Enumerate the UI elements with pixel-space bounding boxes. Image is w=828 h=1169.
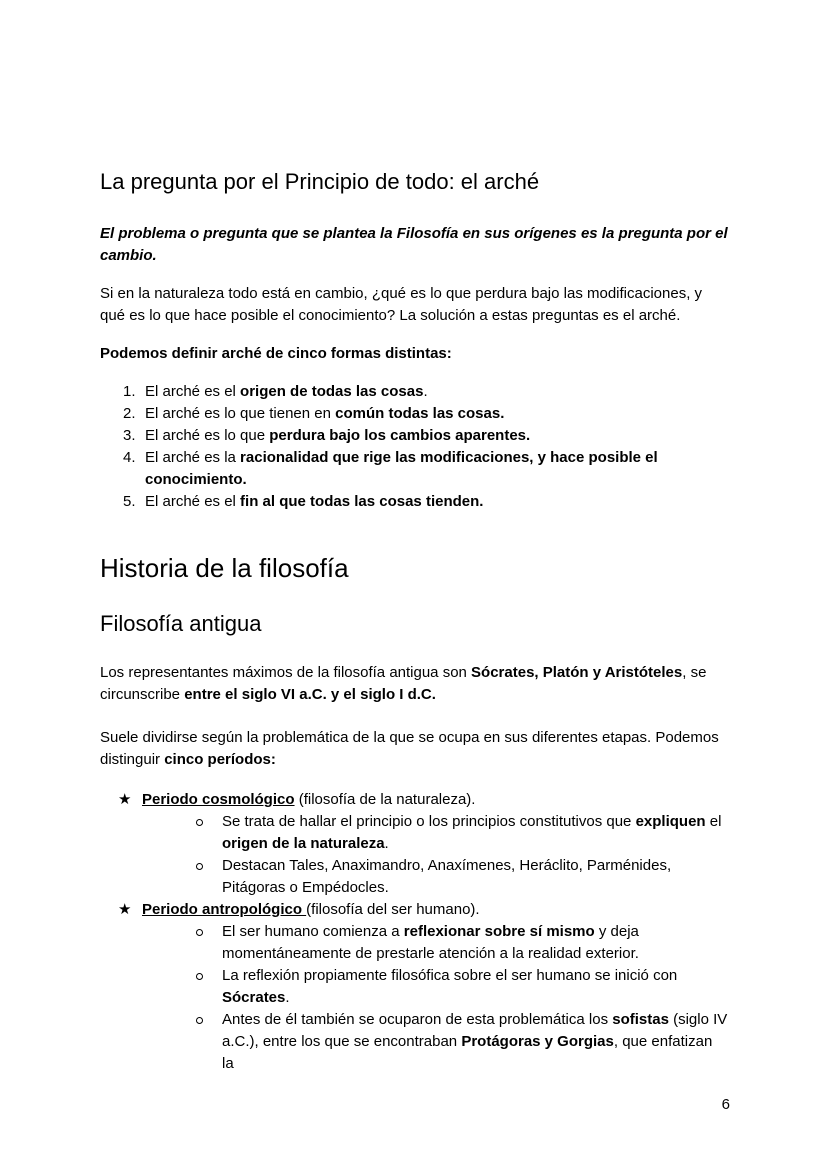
- list-item: [100, 425, 728, 447]
- text-run-bold: Sócrates, Platón y Aristóteles: [471, 664, 683, 681]
- text-run-bold: Protágoras y Gorgias: [461, 1033, 614, 1050]
- text-run: El arché es lo que: [145, 427, 270, 444]
- section-heading-history: Historia de la filosofía: [100, 553, 349, 583]
- star-icon: ★: [118, 791, 132, 808]
- definitions-list: [100, 381, 728, 513]
- page-content: [100, 0, 728, 1075]
- bullet-item-text: [142, 899, 728, 921]
- sub-bullet-item: [100, 811, 728, 855]
- circle-bullet-icon: [196, 921, 222, 965]
- list-item-text: [145, 491, 728, 513]
- list-number: 1.: [123, 383, 136, 400]
- list-item: [100, 491, 728, 513]
- text-run: El arché es lo que tienen en: [145, 405, 336, 422]
- text-run-bold: origen de todas las cosas: [240, 383, 424, 400]
- sub-bullet-text: [222, 965, 728, 1009]
- subsection-heading-ancient: Filosofía antigua: [100, 611, 262, 636]
- page-number: 6: [721, 1096, 730, 1113]
- list-item-text: [145, 403, 728, 425]
- circle-bullet-icon: [196, 855, 222, 899]
- text-run: el: [705, 813, 722, 830]
- text-run-bold: origen de la naturaleza: [222, 835, 385, 852]
- text-run: .: [285, 989, 290, 1006]
- text-run-bold: entre el siglo VI a.C. y el siglo I d.C.: [184, 686, 436, 703]
- text-run-bold: cinco períodos:: [164, 751, 276, 768]
- text-run-bold: Sócrates: [222, 989, 286, 1006]
- period-name: Periodo cosmológico: [142, 791, 295, 808]
- text-run-bold: racionalidad que rige las modificaciones, y hace posible el conocimiento.: [145, 449, 658, 488]
- bullet-item-period-antropologico: [100, 899, 728, 921]
- text-run: , que enfatizan la: [222, 1033, 713, 1072]
- list-item: [100, 447, 728, 491]
- bullet-item-text: [142, 789, 728, 811]
- definitions-heading: Podemos definir arché de cinco formas distintas:: [100, 345, 452, 362]
- question-paragraph: Si en la naturaleza todo está en cambio, ¿qué es lo que perdura bajo las modificaciones, y qué es lo que hace posible el conocimiento? La solución a estas preguntas es el arché.: [100, 285, 703, 324]
- sub-bullet-item: [100, 1009, 728, 1075]
- list-item-text: [145, 447, 728, 491]
- page-title: La pregunta por el Principio de todo: el arché: [100, 169, 540, 194]
- text-run: .: [423, 383, 428, 400]
- text-run: (siglo IV a.C.), entre los que se encontraban: [222, 1011, 728, 1050]
- list-number: 5.: [123, 493, 136, 510]
- text-run: El arché es el: [145, 493, 241, 510]
- text-run: y deja momentáneamente de prestarle atención a la realidad exterior.: [222, 923, 639, 962]
- text-run-bold: fin al que todas las cosas tienden.: [240, 493, 484, 510]
- text-run-bold: reflexionar sobre sí mismo: [403, 923, 595, 940]
- text-run: .: [384, 835, 389, 852]
- sub-bullet-item: [100, 855, 728, 899]
- text-run: Antes de él también se ocuparon de esta problemática los: [222, 1011, 613, 1028]
- text-run-bold: expliquen: [635, 813, 706, 830]
- sub-bullet-text: [222, 921, 728, 965]
- text-run: , se circunscribe: [100, 664, 707, 703]
- period-name: Periodo antropológico: [142, 901, 307, 918]
- sub-bullet-text: [222, 811, 728, 855]
- list-item: [100, 381, 728, 403]
- sub-bullet-item: [100, 965, 728, 1009]
- list-item-text: [145, 425, 728, 447]
- bullet-item-period-cosmologico: [100, 789, 728, 811]
- circle-bullet-icon: [196, 965, 222, 1009]
- sub-bullet-text: [222, 855, 728, 899]
- text-run-bold: sofistas: [612, 1011, 669, 1028]
- circle-bullet-icon: [196, 811, 222, 855]
- text-run-bold: perdura bajo los cambios aparentes.: [269, 427, 531, 444]
- text-run: La reflexión propiamente filosófica sobre el ser humano se inició con: [222, 967, 678, 984]
- list-number: 3.: [123, 427, 136, 444]
- stages-paragraph: [100, 727, 728, 771]
- list-number: 2.: [123, 405, 136, 422]
- text-run-bold: común todas las cosas.: [335, 405, 505, 422]
- sub-bullet-item: [100, 921, 728, 965]
- text-run: Destacan Tales, Anaximandro, Anaxímenes, Heráclito, Parménides, Pitágoras o Empédocles.: [222, 857, 672, 896]
- text-run: Se trata de hallar el principio o los principios constitutivos que: [222, 813, 636, 830]
- star-icon: ★: [118, 901, 132, 918]
- text-run: El arché es el: [145, 383, 241, 400]
- circle-bullet-icon: [196, 1009, 222, 1075]
- text-run: El arché es la: [145, 449, 241, 466]
- period-description: (filosofía del ser humano).: [306, 901, 480, 918]
- text-run: Los representantes máximos de la filosofía antigua son: [100, 664, 472, 681]
- list-item-text: [145, 381, 728, 403]
- text-run: El ser humano comienza a: [222, 923, 404, 940]
- period-description: (filosofía de la naturaleza).: [294, 791, 476, 808]
- representatives-paragraph: [100, 662, 728, 706]
- list-item: [100, 403, 728, 425]
- sub-bullet-text: [222, 1009, 728, 1075]
- list-number: 4.: [123, 449, 136, 466]
- periods-list: [100, 789, 728, 1075]
- text-run: Suele dividirse según la problemática de la que se ocupa en sus diferentes etapas. Podemos distinguir: [100, 729, 719, 768]
- lead-paragraph: El problema o pregunta que se plantea la Filosofía en sus orígenes es la pregunta por el cambio.: [100, 225, 728, 264]
